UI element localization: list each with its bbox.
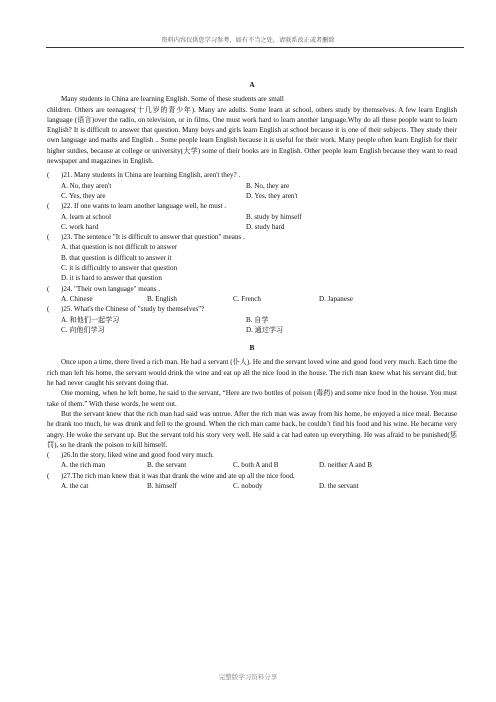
page-header-note: 资料内容仅供您学习参考，如有不当之处，请联系改正或者删除 bbox=[161, 37, 335, 44]
passage-a-title: A bbox=[249, 80, 255, 89]
question-stem: )26.In the story, liked wine and good food very much. bbox=[61, 451, 214, 460]
passage-b-title: B bbox=[249, 343, 255, 353]
question-24 bbox=[47, 284, 457, 305]
answer-paren[interactable]: ( bbox=[47, 233, 50, 242]
question-22 bbox=[47, 201, 457, 232]
option-d: D. Japanese bbox=[319, 294, 353, 303]
option-c: C. it is difficultly to answer that question bbox=[61, 264, 178, 273]
option-a: A. No, they aren't bbox=[61, 181, 112, 190]
option-b: B. study by himself bbox=[246, 212, 302, 221]
option-d: D. neither A and B bbox=[319, 461, 372, 470]
option-a: A. learn at school bbox=[61, 212, 112, 221]
question-stem: )25. What's the Chinese of "study by themselves"? bbox=[61, 305, 205, 314]
question-stem: )24. "Their own language" means . bbox=[61, 284, 160, 293]
document-body bbox=[47, 80, 457, 491]
option-b: B. the servant bbox=[147, 461, 187, 470]
answer-paren[interactable]: ( bbox=[47, 171, 50, 180]
option-a: A. the rich man bbox=[61, 461, 106, 470]
option-b: B. that question is difficult to answer it bbox=[61, 253, 172, 262]
question-27 bbox=[47, 471, 457, 492]
option-a: A. that question is not difficult to answer bbox=[61, 243, 178, 252]
option-d: D. the servant bbox=[319, 481, 359, 490]
option-c: C. French bbox=[233, 294, 261, 303]
option-b: B. English bbox=[147, 294, 177, 303]
option-b: B. 自学 bbox=[246, 315, 269, 324]
option-d: D. Yes, they aren't bbox=[246, 191, 298, 200]
answer-paren[interactable]: ( bbox=[47, 202, 50, 211]
option-a: A. 和他们一起学习 bbox=[61, 315, 120, 324]
answer-paren[interactable]: ( bbox=[47, 451, 50, 460]
passage-b-paragraph-3: But the servant knew that the rich man had said was untrue. After the rich man was away from his home, he enjoyed a nice meal. Because he drank too much, he was drunk and fell to the ground. When the rich man came back, he couldn’t find his food and his wine. He became very angry. He woke the servant up. But the servant told his story very well. He said a cat had eaten up everything. He was afraid to be punished(惩罚), so he drank the poison to kill himself. bbox=[47, 409, 457, 449]
passage-a-line-1: Many students in China are learning English. Some of these students are small bbox=[61, 95, 284, 104]
question-23 bbox=[47, 232, 457, 283]
page-footer-note: 完整版学习资料分享 bbox=[218, 673, 278, 681]
answer-paren[interactable]: ( bbox=[47, 284, 50, 293]
question-stem: )21. Many students in China are learning English, aren't they? . bbox=[61, 171, 241, 180]
option-a: A. Chinese bbox=[61, 294, 93, 303]
passage-b-paragraph-1: Once upon a time, there lived a rich man. He had a servant (仆人). He and the servant loved wine and good food very much. Each time the rich man left his home, the servant would drink the wine and eat up all the nice food in the house. The rich man knew what his servant did, but he had never caught his servant doing that. bbox=[47, 358, 457, 388]
question-stem: )27.The rich man knew that it was that drank the wine and ate up all the nice food. bbox=[61, 471, 295, 480]
option-c: C. nobody bbox=[233, 481, 263, 490]
option-c: C. work hard bbox=[61, 222, 99, 231]
option-b: B. himself bbox=[147, 481, 177, 490]
option-c: C. 向他们学习 bbox=[61, 325, 105, 334]
question-stem: )23. The sentence "It is difficult to answer that question" means . bbox=[61, 233, 245, 242]
option-d: D. study hard bbox=[246, 222, 285, 231]
option-a: A. the cat bbox=[61, 481, 89, 490]
header-divider bbox=[46, 47, 464, 48]
question-26 bbox=[47, 450, 457, 471]
option-d: D. 通过学习 bbox=[246, 325, 284, 334]
answer-paren[interactable]: ( bbox=[47, 471, 50, 480]
answer-paren[interactable]: ( bbox=[47, 305, 50, 314]
question-25 bbox=[47, 304, 457, 335]
option-c: C. Yes, they are bbox=[61, 191, 106, 200]
option-b: B. No, they are bbox=[246, 181, 290, 190]
option-c: C. both A and B bbox=[233, 461, 279, 470]
passage-a-line-2: children. Others are teenagers(十几岁的青少年). Many are adults. Some learn at school, others study by themselves. A few learn English language (语言)over the radio, on television, or in films. One must work hard to learn another language.Why do all these people want to learn English? It is difficult to answer that question. Many boys and girls learn English at school because it is one of their subjects. They study their own language and maths and English .. Some people learn English because it is useful for their work. Many people often learn English for their higher sutdies, because at college or university(大学) some of their books are in English. Other people learn English because they want to read newspaper and magazines in English. bbox=[47, 105, 457, 166]
question-stem: )22. If one wants to learn another language well, he must . bbox=[61, 202, 227, 211]
question-21 bbox=[47, 170, 457, 201]
passage-b-paragraph-2: One morning, when he left home, he said to the servant, “Here are two bottles of poison (毒药) and some nice food in the house. You must take of them.” With these words, he went out. bbox=[47, 389, 457, 408]
option-d: D. it is hard to answer that question bbox=[61, 274, 162, 283]
